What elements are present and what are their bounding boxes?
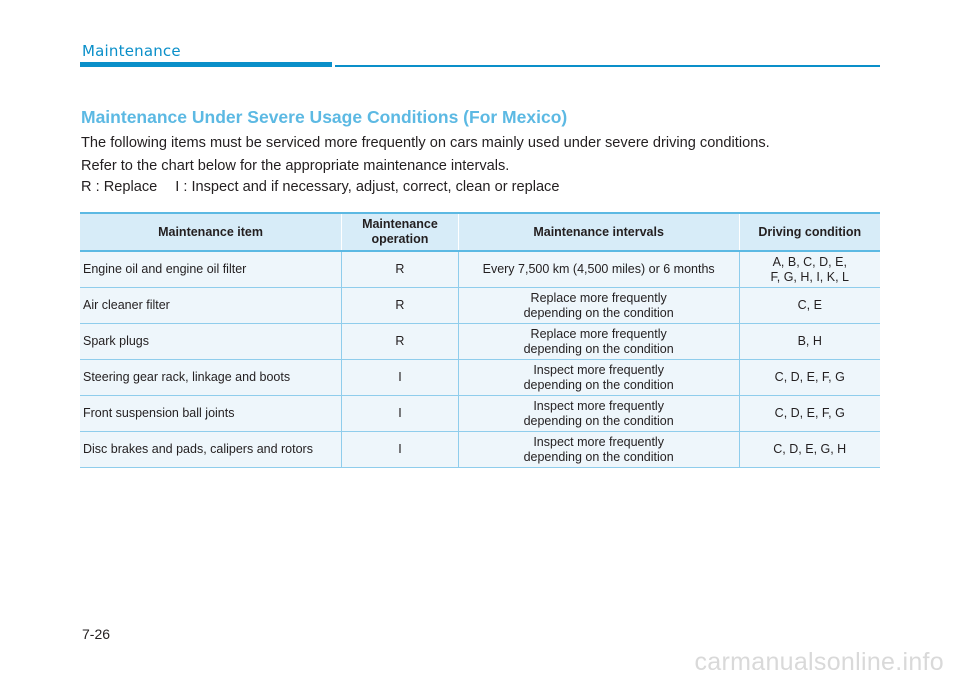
- cell-intervals: Inspect more frequently depending on the condition: [458, 396, 739, 432]
- col-header-operation: Maintenance operation: [342, 213, 459, 251]
- maintenance-table: [80, 212, 880, 468]
- legend-inspect: I : Inspect and if necessary, adjust, correct, clean or replace: [175, 179, 560, 195]
- cell-item: Spark plugs: [80, 324, 342, 360]
- page-number: 7-26: [82, 626, 111, 642]
- cell-operation: R: [342, 288, 459, 324]
- cell-operation: I: [342, 396, 459, 432]
- watermark-text: carmanualsonline.info: [694, 648, 944, 676]
- section-header: Maintenance: [82, 42, 181, 60]
- cell-item: Steering gear rack, linkage and boots: [80, 360, 342, 396]
- cell-operation: R: [342, 324, 459, 360]
- legend-replace: R : Replace: [81, 179, 158, 195]
- table-row: [80, 251, 880, 288]
- col-header-condition: Driving condition: [739, 213, 880, 251]
- cell-intervals: Replace more frequently depending on the condition: [458, 324, 739, 360]
- table-row: [80, 288, 880, 324]
- cell-intervals: Every 7,500 km (4,500 miles) or 6 months: [458, 251, 739, 288]
- cell-condition: C, D, E, F, G: [739, 396, 880, 432]
- table-row: [80, 396, 880, 432]
- cell-operation: I: [342, 360, 459, 396]
- cell-condition: C, D, E, F, G: [739, 360, 880, 396]
- col-header-intervals: Maintenance intervals: [458, 213, 739, 251]
- cell-item: Engine oil and engine oil filter: [80, 251, 342, 288]
- legend-line: [81, 178, 559, 196]
- cell-operation: R: [342, 251, 459, 288]
- cell-item: Front suspension ball joints: [80, 396, 342, 432]
- cell-intervals: Inspect more frequently depending on the condition: [458, 432, 739, 468]
- table-header-row: [80, 213, 880, 251]
- cell-item: Disc brakes and pads, calipers and rotors: [80, 432, 342, 468]
- cell-condition: C, E: [739, 288, 880, 324]
- cell-item: Air cleaner filter: [80, 288, 342, 324]
- cell-operation: I: [342, 432, 459, 468]
- table-row: [80, 324, 880, 360]
- table-row: [80, 432, 880, 468]
- header-rule-line: [335, 65, 880, 67]
- page-title: Maintenance Under Severe Usage Conditions (For Mexico): [81, 107, 568, 127]
- chart-reference-paragraph: Refer to the chart below for the appropriate maintenance intervals.: [81, 158, 510, 174]
- table-row: [80, 360, 880, 396]
- cell-intervals: Replace more frequently depending on the condition: [458, 288, 739, 324]
- cell-condition: A, B, C, D, E, F, G, H, I, K, L: [739, 251, 880, 288]
- cell-condition: B, H: [739, 324, 880, 360]
- col-header-item: Maintenance item: [80, 213, 342, 251]
- cell-intervals: Inspect more frequently depending on the condition: [458, 360, 739, 396]
- header-rule-accent: [80, 62, 332, 67]
- cell-condition: C, D, E, G, H: [739, 432, 880, 468]
- intro-paragraph: The following items must be serviced more frequently on cars mainly used under severe driving conditions.: [81, 135, 770, 151]
